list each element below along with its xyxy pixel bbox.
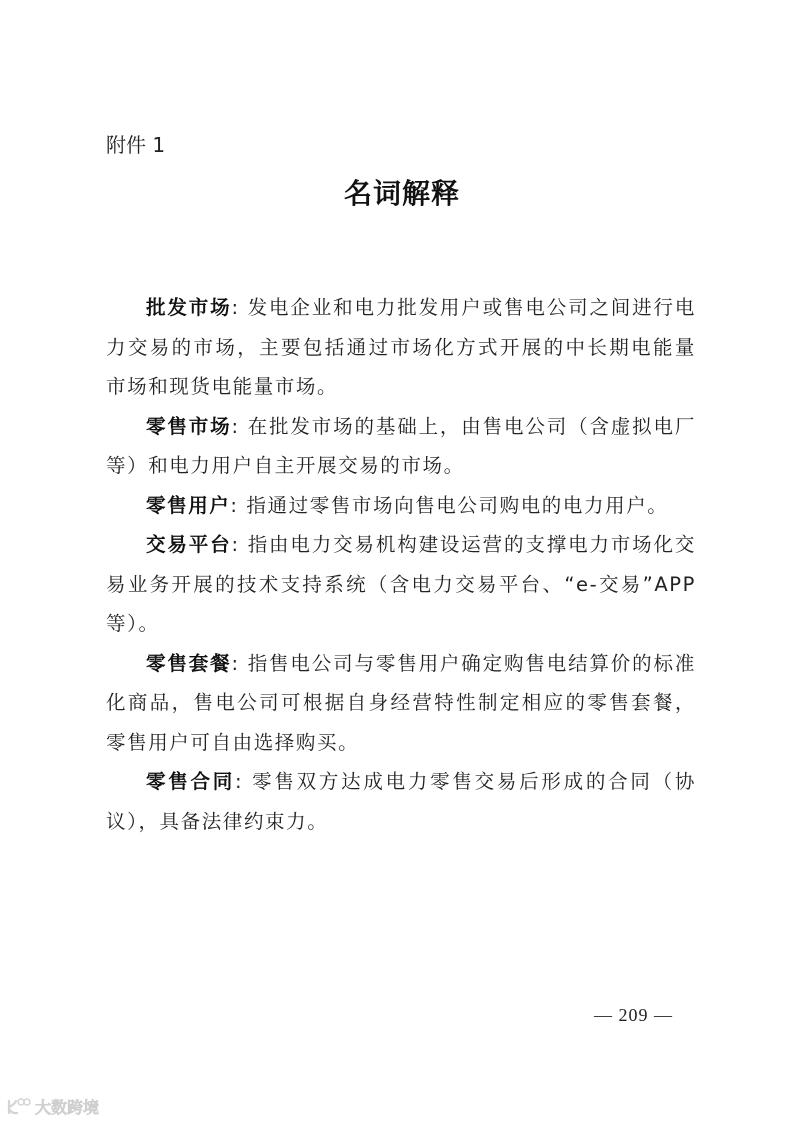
attachment-label: 附件 1 [106, 133, 166, 157]
definition-item [106, 486, 696, 526]
definition-term: 交易平台 [146, 533, 232, 556]
definition-colon: : [231, 296, 240, 319]
definition-colon: : [230, 493, 239, 517]
definition-colon: : [231, 414, 240, 438]
watermark-text: 大数跨境 [35, 1098, 100, 1117]
watermark [6, 1095, 99, 1118]
definitions-list [106, 288, 696, 841]
definition-text: 零售双方达成电力零售交易后形成的合同（协议），具备法律约束力。 [106, 770, 696, 833]
definition-term: 零售市场 [146, 414, 232, 438]
definition-term: 批发市场 [146, 296, 232, 319]
page-title: 名词解释 [343, 177, 460, 210]
definition-colon: : [231, 533, 240, 556]
definition-text: 发电企业和电力批发用户或售电公司之间进行电力交易的市场，主要包括通过市场化方式开展的中长期电能量市场和现货电能量市场。 [106, 296, 696, 398]
definition-text: 指售电公司与零售用户确定购售电结算价的标准化商品，售电公司可根据自身经营特性制定相应的零售套餐，零售用户可自由选择购买。 [106, 651, 696, 754]
definition-term: 零售合同 [146, 770, 235, 793]
definition-colon: : [235, 770, 244, 793]
definition-text: 指通过零售市场向售电公司购电的电力用户。 [246, 493, 669, 517]
definition-term: 零售套餐 [146, 651, 232, 675]
definition-term: 零售用户 [146, 493, 231, 517]
definition-item [106, 288, 696, 407]
definition-item [106, 762, 696, 841]
definition-item [106, 407, 696, 486]
definition-item [106, 644, 696, 763]
definition-text: 在批发市场的基础上，由售电公司（含虚拟电厂等）和电力用户自主开展交易的市场。 [106, 414, 696, 477]
definition-colon: : [231, 651, 240, 675]
definition-text: 指由电力交易机构建设运营的支撑电力市场化交易业务开展的技术支持系统（含电力交易平台、“e-交易”APP 等）。 [106, 533, 696, 635]
brand-logo-icon [6, 1097, 32, 1117]
page-number: — 209 — [594, 1005, 673, 1025]
definition-item [106, 525, 696, 644]
